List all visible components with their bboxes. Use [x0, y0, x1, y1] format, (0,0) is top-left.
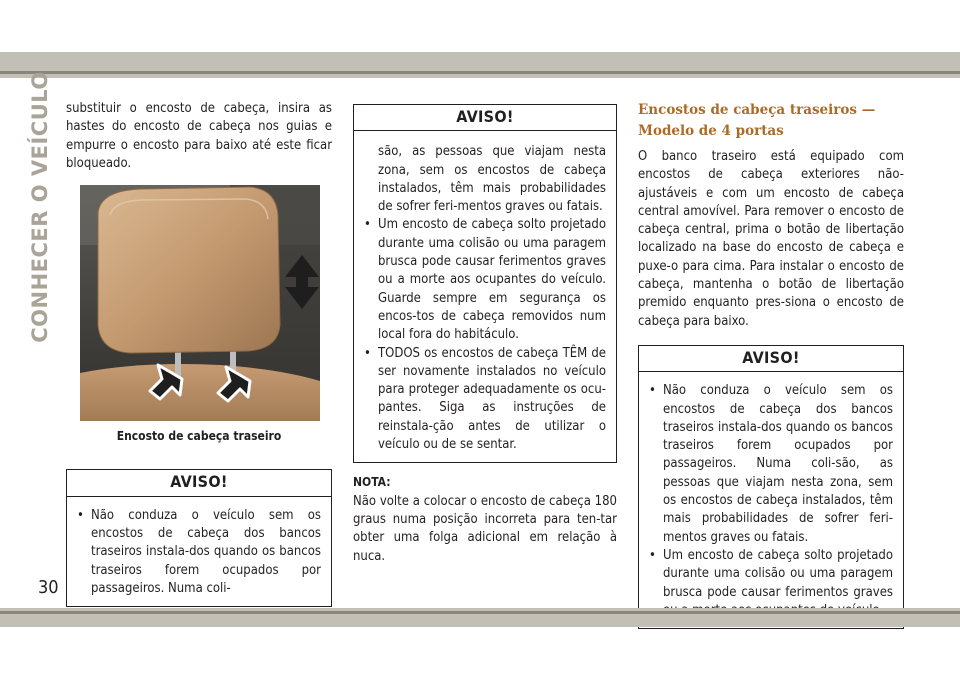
bottom-band [0, 608, 960, 627]
section-heading: Encostos de cabeça traseiros — Modelo de 4 portas [638, 102, 876, 139]
top-band [0, 52, 960, 78]
warning-title: AVISO! [67, 470, 331, 496]
page-number: 30 [38, 577, 59, 598]
bullet-icon: • [364, 217, 371, 233]
bottom-band-stripe [0, 611, 960, 614]
warning-title: AVISO! [639, 346, 903, 372]
warning-title: AVISO! [354, 105, 616, 131]
warning-item: • Não conduza o veículo sem os encostos de cabeça dos bancos traseiros instala-dos quando os bancos traseiros forem ocupados por passageiros. Numa coli- [77, 507, 321, 596]
bullet-icon: • [649, 547, 656, 563]
section-tab [26, 71, 54, 343]
warning-list [67, 497, 331, 606]
warning-list [639, 372, 903, 628]
warning-item: • Um encosto de cabeça solto projetado durante uma colisão ou uma paragem brusca pode causar ferimentos graves ou a morte aos ocupantes do veículo. Guarde sempre em segurança os encos-tos de cabeça removidos num local fora do habitáculo. [364, 217, 606, 343]
top-band-stripe [0, 71, 960, 74]
warning-list [354, 131, 616, 462]
warning-item: • Um encosto de cabeça solto projetado durante uma colisão ou uma paragem brusca pode causar ferimentos graves [649, 547, 893, 600]
warning-box [638, 345, 904, 629]
warning-box [66, 469, 332, 607]
column-right [638, 100, 904, 629]
note-text: Não volte a colocar o encosto de cabeça 180 graus numa posição incorreta para ten-tar obter uma folga adicional em relação à nuca. [353, 493, 617, 564]
body-paragraph: O banco traseiro está equipado com encostos de cabeça exteriores não-ajustáveis e com um encosto de cabeça central amovível. Para remover o encosto de cabeça central, prima o botão de libertação localizado na base do encosto de cabeça e puxe-o para cima. Para instalar o encosto de cabeça, mantenha o botão de libertação premido enquanto pres-siona o encosto de cabeça para baixo. [638, 149, 904, 329]
bullet-icon: • [77, 507, 84, 523]
column-left [66, 100, 332, 607]
section-tab-label: CONHECER O VEÍCULO [28, 71, 52, 343]
bullet-icon: • [649, 383, 656, 399]
warning-continuation: são, as pessoas que viajam nesta zona, sem os encostos de cabeça instalados, têm mais probabilidades de sofrer feri-mentos graves ou fatais. [378, 144, 606, 215]
headrest-photo [80, 185, 320, 421]
bullet-icon: • [364, 345, 371, 361]
warning-item: • TODOS os encostos de cabeça TÊM de ser novamente instalados no veículo para proteger adequadamente os ocu-pantes. Siga as instruções de reinstala-ção antes de utilizar o veículo ou de se sentar. [364, 345, 606, 453]
figure-caption: Encosto de cabeça traseiro [116, 429, 282, 444]
warning-item: • Não conduza o veículo sem os encostos de cabeça dos bancos traseiros instala-dos quando os bancos traseiros forem ocupados por passageiros. Numa coli-são, as pessoas que viajam nesta zona, sem os encostos de cabeça instalados, têm mais probabilidades de sofrer feri-mentos graves ou fatais. [649, 383, 893, 545]
note-label: NOTA: [353, 475, 391, 490]
intro-paragraph: substituir o encosto de cabeça, insira as hastes do encosto de cabeça nos guias e empurre o encosto para baixo até este ficar bloqueado. [66, 101, 332, 171]
column-middle [353, 104, 617, 566]
warning-box [353, 104, 617, 463]
